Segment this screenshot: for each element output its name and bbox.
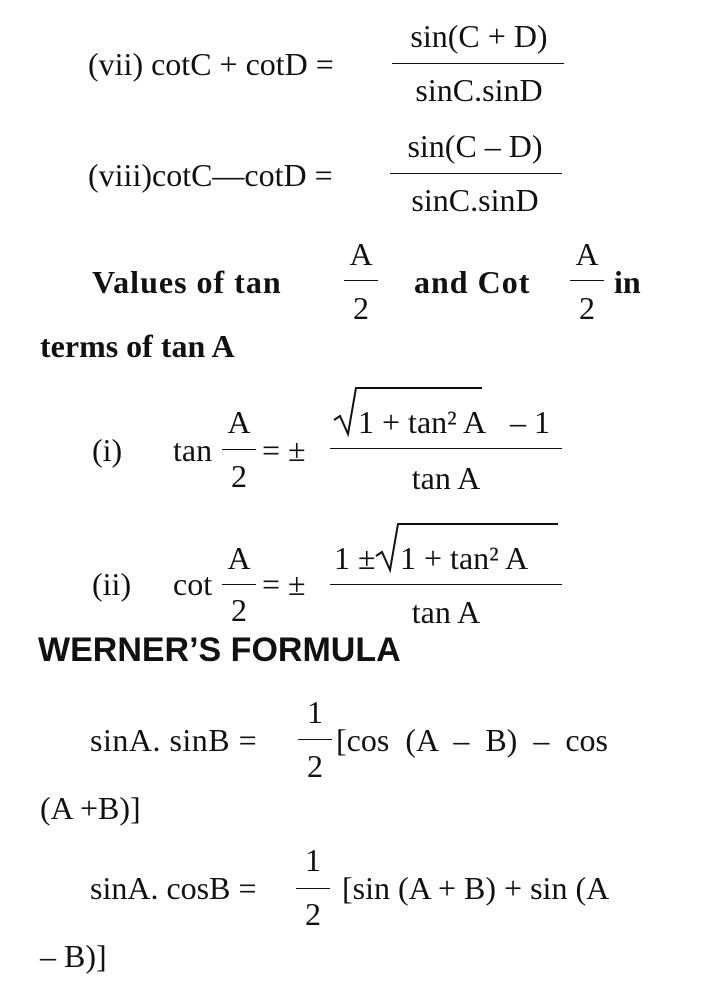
half-angle-heading-part1: Values of tan	[92, 264, 282, 300]
werner-f1-frac-den: 2	[307, 748, 323, 784]
formula-viii-numerator: sin(C – D)	[407, 128, 543, 164]
formula-ii-frac-num: A	[227, 540, 251, 576]
formula-i-frac-den: 2	[231, 458, 247, 494]
formula-vii-denominator: sinC.sinD	[415, 72, 543, 108]
half-angle-heading-part2: and Cot	[414, 264, 531, 300]
half-angle-heading-line2: terms of tan A	[40, 328, 235, 364]
formula-ii-frac-den: 2	[231, 592, 247, 628]
heading-cot-frac-bar	[570, 280, 604, 281]
werner-f2-frac-den: 2	[305, 896, 321, 932]
formula-ii-func: cot	[173, 566, 213, 602]
formula-ii-label: (ii)	[92, 566, 132, 602]
heading-tan-frac-num: A	[349, 236, 373, 272]
formula-vii-numerator: sin(C + D)	[410, 18, 548, 54]
werner-f1-rhs-line2: (A +B)]	[40, 790, 141, 826]
heading-cot-frac-num: A	[575, 236, 599, 272]
formula-i-label: (i)	[92, 432, 123, 468]
werner-f1-rhs-line1: [cos (A – B) – cos	[336, 722, 608, 758]
formula-ii-denominator: tan A	[411, 594, 481, 630]
werner-heading: WERNER’S FORMULA	[38, 631, 401, 669]
formula-i-num-tail: – 1	[510, 404, 550, 440]
formula-i-fraction-bar	[330, 448, 562, 449]
heading-tan-frac-bar	[344, 280, 378, 281]
werner-f2-frac-num: 1	[305, 842, 321, 878]
heading-tan-frac-den: 2	[353, 290, 369, 326]
formula-vii-fraction-bar	[392, 63, 564, 64]
werner-f2-rhs-line1: [sin (A + B) + sin (A	[342, 870, 610, 906]
formula-ii-equals-pm: = ±	[262, 566, 306, 602]
formula-viii-fraction-bar	[390, 173, 562, 174]
formula-ii-radicand: 1 + tan² A	[400, 540, 529, 576]
formula-i-denominator: tan A	[411, 460, 481, 496]
werner-f1-frac-num: 1	[307, 694, 323, 730]
formula-ii-num-head: 1 ±	[334, 540, 376, 576]
formula-i-equals-pm: = ±	[262, 432, 306, 468]
half-angle-heading-part3: in	[614, 264, 641, 300]
formula-i-frac-num: A	[227, 404, 251, 440]
formula-ii-frac-bar	[222, 584, 256, 585]
formula-viii-denominator: sinC.sinD	[411, 182, 539, 218]
heading-cot-frac-den: 2	[579, 290, 595, 326]
werner-f2-frac-bar	[296, 888, 330, 889]
werner-f1-frac-bar	[298, 739, 332, 740]
formula-i-func: tan	[173, 432, 213, 468]
formula-i-frac-bar	[222, 449, 256, 450]
werner-f2-rhs-line2: – B)]	[40, 938, 107, 974]
formula-viii-lhs: (viii)cotC—cotD =	[88, 157, 333, 193]
formula-i-radicand: 1 + tan² A	[358, 404, 487, 440]
werner-f1-lhs: sinA. sinB =	[90, 722, 258, 758]
formula-ii-fraction-bar	[330, 584, 562, 585]
werner-f2-lhs: sinA. cosB =	[90, 870, 257, 906]
formula-vii-lhs: (vii) cotC + cotD =	[88, 46, 334, 82]
